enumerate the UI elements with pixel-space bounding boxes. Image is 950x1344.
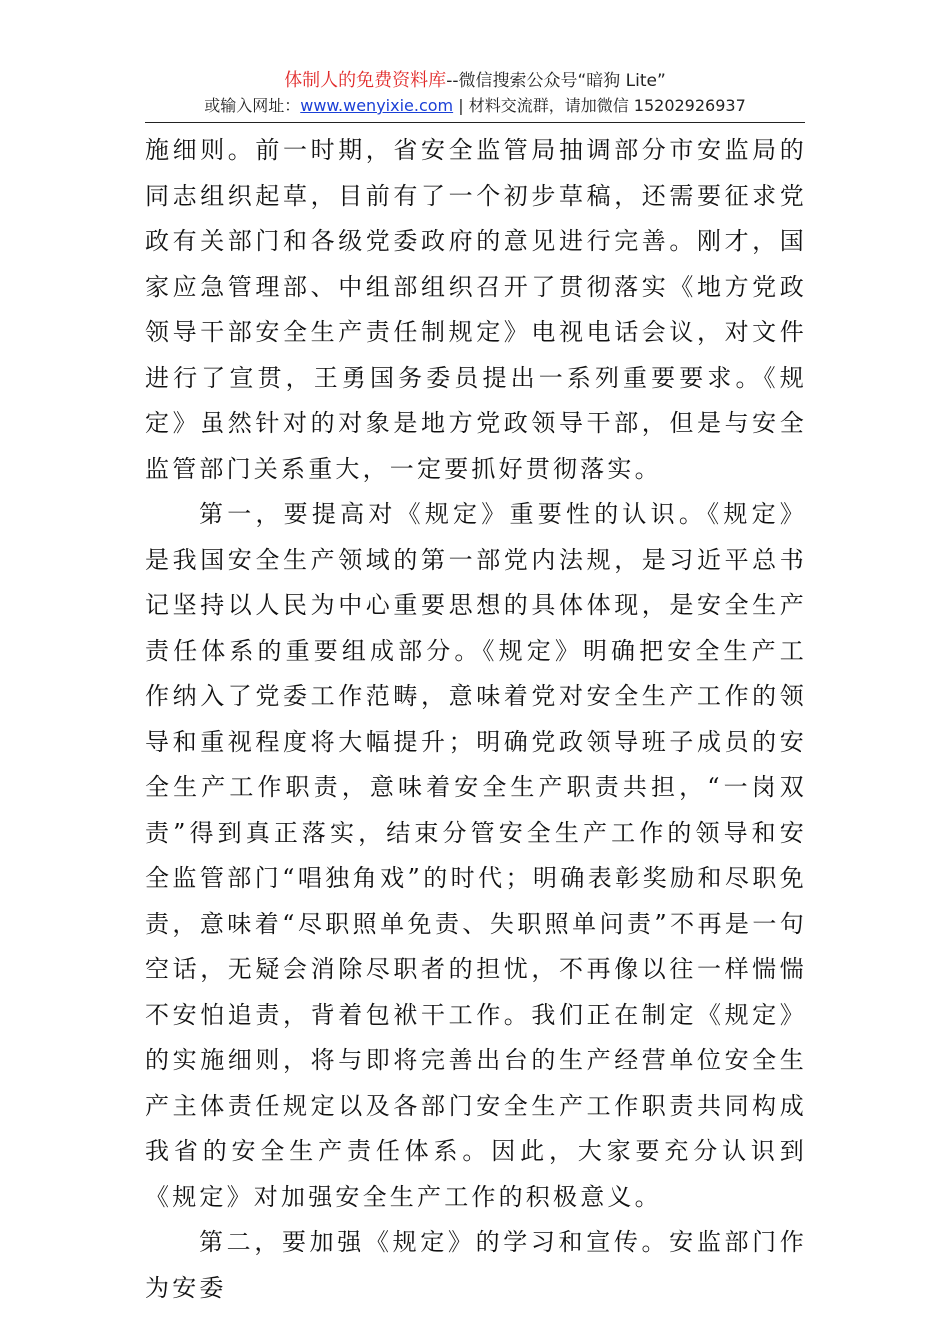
header-tagline: --微信搜索公众号“暗狗 Lite” [446,71,666,91]
header-title-line [145,68,805,94]
paragraph-continuation: 施细则。前一时期，省安全监管局抽调部分市安监局的同志组织起草，目前有了一个初步草稿，还需要征求党政有关部门和各级党委政府的意见进行完善。刚才，国家应急管理部、中组部组织召开了贯彻落实《地方党政领导干部安全生产责任制规定》电视电话会议，对文件进行了宣贯，王勇国务委员提出一系列重要要求。《规定》虽然针对的对象是地方党政领导干部，但是与安全监管部门关系重大，一定要抓好贯彻落实。 [145,136,807,483]
header-contact-line [145,94,805,118]
paragraph-point-two: 第二，要加强《规定》的学习和宣传。安监部门作为安委 [145,1228,807,1302]
website-link[interactable]: www.wenyixie.com [300,96,454,115]
header-divider [145,122,805,123]
document-header [145,68,805,118]
contact-info: | 材料交流群，请加微信 15202926937 [453,96,746,115]
paragraph-point-one: 第一，要提高对《规定》重要性的认识。《规定》是我国安全生产领域的第一部党内法规，是习近平总书记坚持以人民为中心重要思想的具体体现，是安全生产责任体系的重要组成部分。《规定》明确把安全生产工作纳入了党委工作范畴，意味着党对安全生产工作的领导和重视程度将大幅提升；明确党政领导班子成员的安全生产工作职责，意味着安全生产职责共担，“一岗双责”得到真正落实，结束分管安全生产工作的领导和安全监管部门“唱独角戏”的时代；明确表彰奖励和尽职免责，意味着“尽职照单免责、失职照单问责”不再是一句空话，无疑会消除尽职者的担忧，不再像以往一样惴惴不安怕追责，背着包袱干工作。我们正在制定《规定》的实施细则，将与即将完善出台的生产经营单位安全生产主体责任规定以及各部门安全生产工作职责共同构成我省的安全生产责任体系。因此，大家要充分认识到《规定》对加强安全生产工作的积极意义。 [145,500,807,1211]
url-prefix: 或输入网址： [204,96,301,115]
document-body [145,128,807,1311]
brand-name: 体制人的免费资料库 [284,70,447,91]
